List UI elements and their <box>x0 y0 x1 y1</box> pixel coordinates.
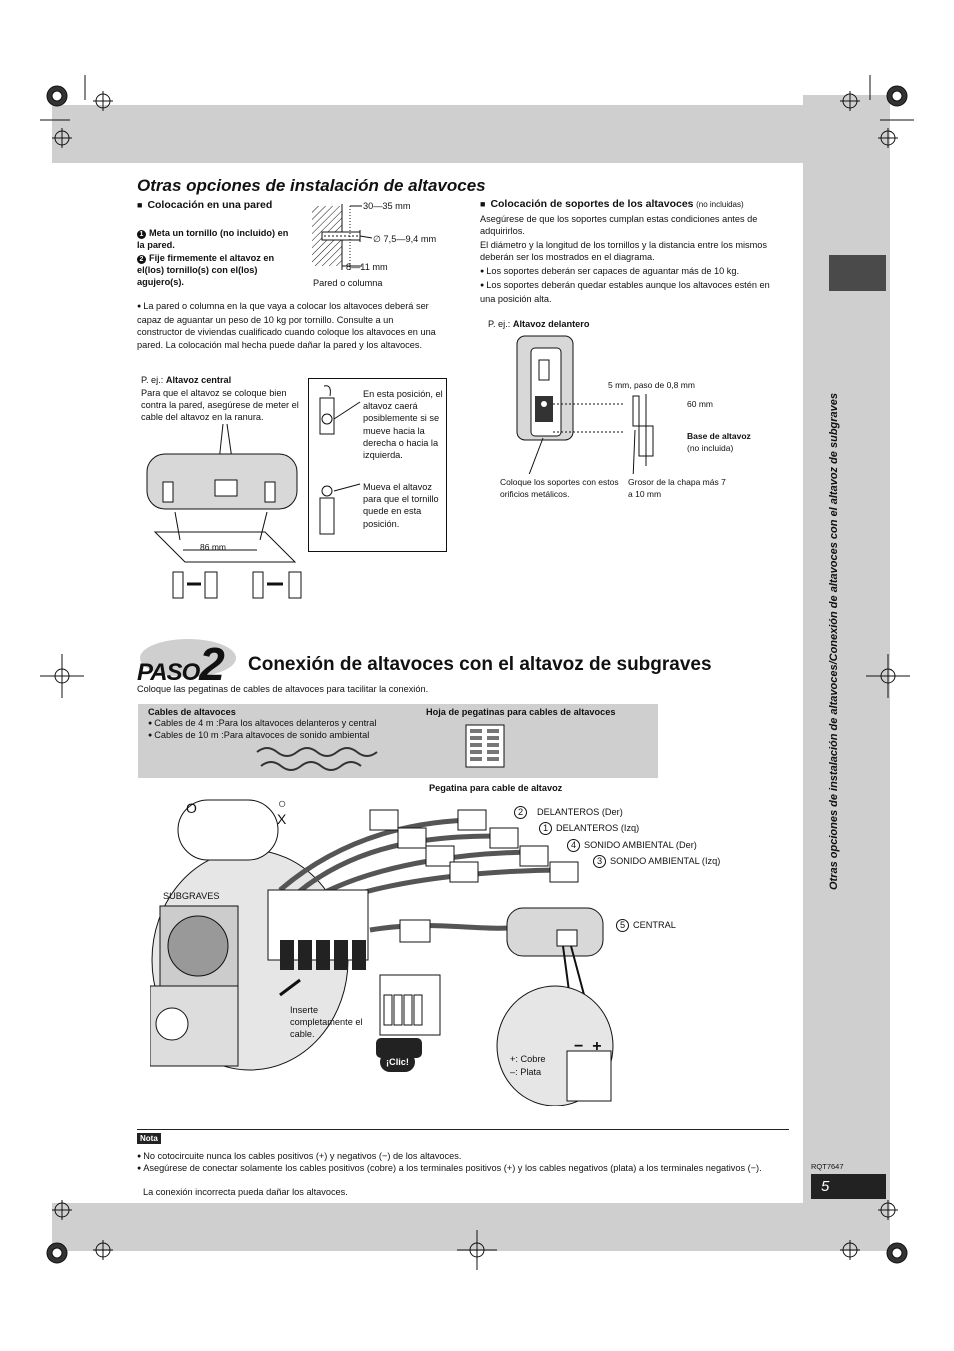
sticker-sheet-icon <box>465 724 505 768</box>
stands-example: P. ej.: Altavoz delantero <box>488 319 590 329</box>
stands-b1: ● Los soportes deberán ser capaces de aguantar más de 10 kg. <box>480 265 780 279</box>
screw-length: 60 mm <box>687 399 713 409</box>
warn-text-2: Mueva el altavoz para que el tornillo quede en esta posición. <box>363 482 439 529</box>
page-number: 5 <box>811 1174 886 1199</box>
center-speaker-wall-illustration <box>145 422 305 602</box>
section2-title: Conexión de altavoces con el altavoz de subgraves <box>248 654 712 675</box>
section1-title: Otras opciones de instalación de altavoces <box>137 176 486 195</box>
warn-text-1: En esta posición, el altavoz caerá posiblemente si se mueve hacia la derecha o hacia la izquierda. <box>363 389 443 461</box>
wall-step1: 1 Meta un tornillo (no incluido) en la pared. <box>137 228 289 251</box>
nota-label: Nota <box>137 1133 161 1144</box>
channel-front-left: 1 DELANTEROS (Izq) <box>539 822 639 835</box>
wall-heading: ■ Colocación en una pared <box>137 199 272 211</box>
silver-label: –: Plata <box>510 1067 542 1077</box>
stands-b2: ● Los soportes deberán quedar estables aunque los altavoces estén en una posición alta. <box>480 279 770 305</box>
dim-diameter: ∅ 7,5—9,4 mm <box>373 234 437 244</box>
stands-heading: ■ Colocación de soportes de los altavoces (no incluidas) <box>480 198 744 211</box>
cable-10m: ● Cables de 10 m :Para altavoces de sonido ambiental <box>148 729 369 743</box>
sticker-sheet-heading: Hoja de pegatinas para cables de altavoces <box>426 707 616 717</box>
nota-2: ● Asegúrese de conectar solamente los cables positivos (cobre) a los terminales positivos (+) y los cables negativos (plata) a los terminales negativos (−). <box>137 1162 787 1176</box>
plate-label: Grosor de la chapa más 7 a 10 mm <box>628 477 726 500</box>
channel-surround-left: 3 SONIDO AMBIENTAL (Izq) <box>593 855 720 868</box>
paso-heading: PASO2 <box>137 638 225 690</box>
bottom-band <box>52 1203 890 1251</box>
sticker-label: Pegatina para cable de altavoz <box>429 783 563 793</box>
x-mark: X <box>277 811 287 827</box>
channel-surround-right: 4 SONIDO AMBIENTAL (Der) <box>567 839 697 852</box>
stands-p2: El diámetro y la longitud de los tornillos y la distancia entre los mismos deberán ser los mostrados en el diagrama. <box>480 240 767 263</box>
side-title: Otras opciones de instalación de altavoces/Conexión de altavoces con el altavoz de subgraves <box>828 392 840 890</box>
cable-4m: ● Cables de 4 m :Para los altavoces delanteros y central <box>148 717 376 731</box>
holes-label: Coloque los soportes con estos orificios metálicos. <box>500 477 619 500</box>
front-speaker-stand-illustration <box>505 334 705 474</box>
dim-30-35: 30—35 mm <box>363 201 411 211</box>
stands-p1: Asegúrese de que los soportes cumplan estas condiciones antes de adquirirlos. <box>480 214 758 237</box>
channel-front-right: 2 DELANTEROS (Der) <box>514 806 623 819</box>
dim-8-11: 8—11 mm <box>346 262 388 272</box>
nota-rule <box>137 1129 789 1130</box>
ok-mark: O <box>186 800 197 816</box>
insert-cable-note: Inserte completamente el cable. <box>290 1005 363 1040</box>
wall-step2: 2 Fije firmemente el altavoz en el(los) tornillo(s) con el(los) agujero(s). <box>137 253 275 288</box>
wall-note: ● La pared o columna en la que vaya a colocar los altavoces deberá ser capaz de aguantar un peso de 10 kg por tornillo. Consulte a un constructor de viviendas cualificado cuando coloque los altavoces en una pared. La colocación mal hecha puede dañar la pared y los altavoces. <box>137 300 437 351</box>
top-band <box>52 105 890 163</box>
cables-heading: Cables de altavoces <box>148 707 236 717</box>
wall-example: P. ej.: Altavoz central <box>141 375 232 385</box>
click-badge: ¡Clic! <box>380 1052 415 1072</box>
o-mark: ○ <box>278 795 287 811</box>
wall-example-text: Para que el altavoz se coloque bien contra la pared, asegúrese de meter el cable del altavoz en la ranura. <box>141 388 299 423</box>
nota-3: La conexión incorrecta pueda dañar los altavoces. <box>143 1187 348 1197</box>
cable-coils-illustration <box>255 742 385 776</box>
position-icons <box>312 384 362 544</box>
wall-label: Pared o columna <box>313 278 383 288</box>
base-label: Base de altavoz (no incluida) <box>687 431 751 454</box>
copper-label: +: Cobre <box>510 1054 546 1064</box>
channel-center: 5 CENTRAL <box>616 919 676 932</box>
side-tab <box>829 255 886 291</box>
model-code: RQT7647 <box>811 1162 844 1171</box>
polarity-marks: − + <box>574 1038 602 1055</box>
screw-spec: 5 mm, paso de 0,8 mm <box>608 380 695 390</box>
nota-1: ● No cotocircuite nunca los cables positivos (+) y negativos (−) de los altavoces. <box>137 1150 787 1164</box>
section2-intro: Coloque las pegatinas de cables de altavoces para tacilitar la conexión. <box>137 684 429 694</box>
subwoofer-label: SUBGRAVES <box>163 891 220 901</box>
spacing-86mm: 86 mm <box>200 542 226 552</box>
